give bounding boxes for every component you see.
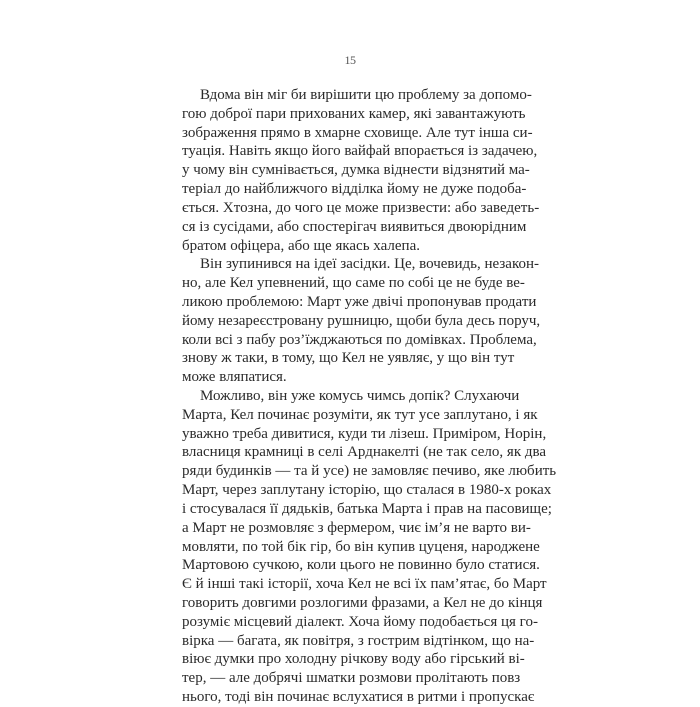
text-line: но, але Кел упевнений, що саме по собі це не буде ве- bbox=[182, 275, 525, 292]
paragraph-2 bbox=[182, 255, 541, 387]
text-line: теріал до найближчого відділка йому не дуже подоба- bbox=[182, 181, 527, 198]
paragraph-3 bbox=[182, 387, 557, 707]
text-line: Є й інші такі історії, хоча Кел не всі їх пам’ятає, бо Март bbox=[182, 576, 547, 593]
page-number: 15 bbox=[344, 53, 356, 67]
text-line: може вляпатися. bbox=[182, 369, 287, 386]
text-line: гою доброї пари прихованих камер, які завантажують bbox=[182, 105, 526, 122]
text-line: віює думки про холодну річкову воду або гірський ві- bbox=[182, 651, 525, 668]
text-line: власниця крамниці в селі Арднакелті (не так село, як два bbox=[182, 444, 547, 461]
text-line: коли всі з пабу роз’їжджаються по домівках. Проблема, bbox=[182, 331, 537, 348]
text-line: уважно треба дивитися, куди ти лізеш. Приміром, Норін, bbox=[182, 425, 547, 442]
text-line: ликою проблемою: Март уже двічі пропонував продати bbox=[182, 293, 537, 310]
text-line: Март, через заплутану історію, що сталася в 1980-х роках bbox=[182, 482, 552, 499]
paragraph-1 bbox=[182, 86, 540, 255]
text-line: говорить довгими розлогими фразами, а Кел не до кінця bbox=[182, 594, 543, 611]
text-line: і стосувалася її дядьків, батька Марта і прав на пасовище; bbox=[182, 500, 552, 517]
text-line: йому незареєстровану рушницю, щоби була десь поруч, bbox=[182, 312, 541, 329]
text-line: а Март не розмовляє з фермером, чиє ім’я не варто ви- bbox=[182, 519, 531, 536]
text-line: зображення прямо в хмарне сховище. Але тут інша си- bbox=[182, 124, 533, 141]
text-line: нього, тоді він починає вслухатися в ритми і пропускає bbox=[182, 689, 535, 705]
text-line: ряди будинків — та й усе) не замовляє печиво, яке любить bbox=[182, 463, 557, 480]
text-line: тер, — але добрячі шматки розмови пролітають повз bbox=[182, 670, 521, 687]
text-column bbox=[182, 86, 557, 707]
text-line: туація. Навіть якщо його вайфай впорається із задачею, bbox=[182, 143, 538, 160]
text-line: Можливо, він уже комусь чимсь допік? Слухаючи bbox=[200, 388, 520, 404]
text-line: Марта, Кел починає розуміти, як тут усе заплутано, і як bbox=[182, 406, 538, 423]
text-line: у чому він сумнівається, думка віднести відзнятий ма- bbox=[182, 162, 530, 179]
text-line: ся із сусідами, або спостерігач виявиться двоюрідним bbox=[182, 218, 527, 235]
text-line: розуміє місцевий діалект. Хоча йому подобається ця го- bbox=[182, 613, 538, 630]
text-line: Він зупинився на ідеї засідки. Це, вочевидь, незакон- bbox=[200, 256, 540, 273]
text-line: мовляти, по той бік гір, бо він купив цуценя, народжене bbox=[182, 538, 540, 555]
text-line: Мартовою сучкою, коли цього не повинно було статися. bbox=[182, 557, 540, 574]
text-line: знову ж таки, в тому, що Кел не уявляє, у що він тут bbox=[182, 350, 515, 367]
text-line: вірка — багата, як повітря, з гострим відтінком, що на- bbox=[182, 632, 535, 649]
text-line: ється. Хтозна, до чого це може призвести: або заведеть- bbox=[182, 199, 540, 216]
text-line: братом офіцера, або ще якась халепа. bbox=[182, 237, 420, 254]
text-line: Вдома він міг би вирішити цю проблему за допомо- bbox=[200, 87, 532, 103]
